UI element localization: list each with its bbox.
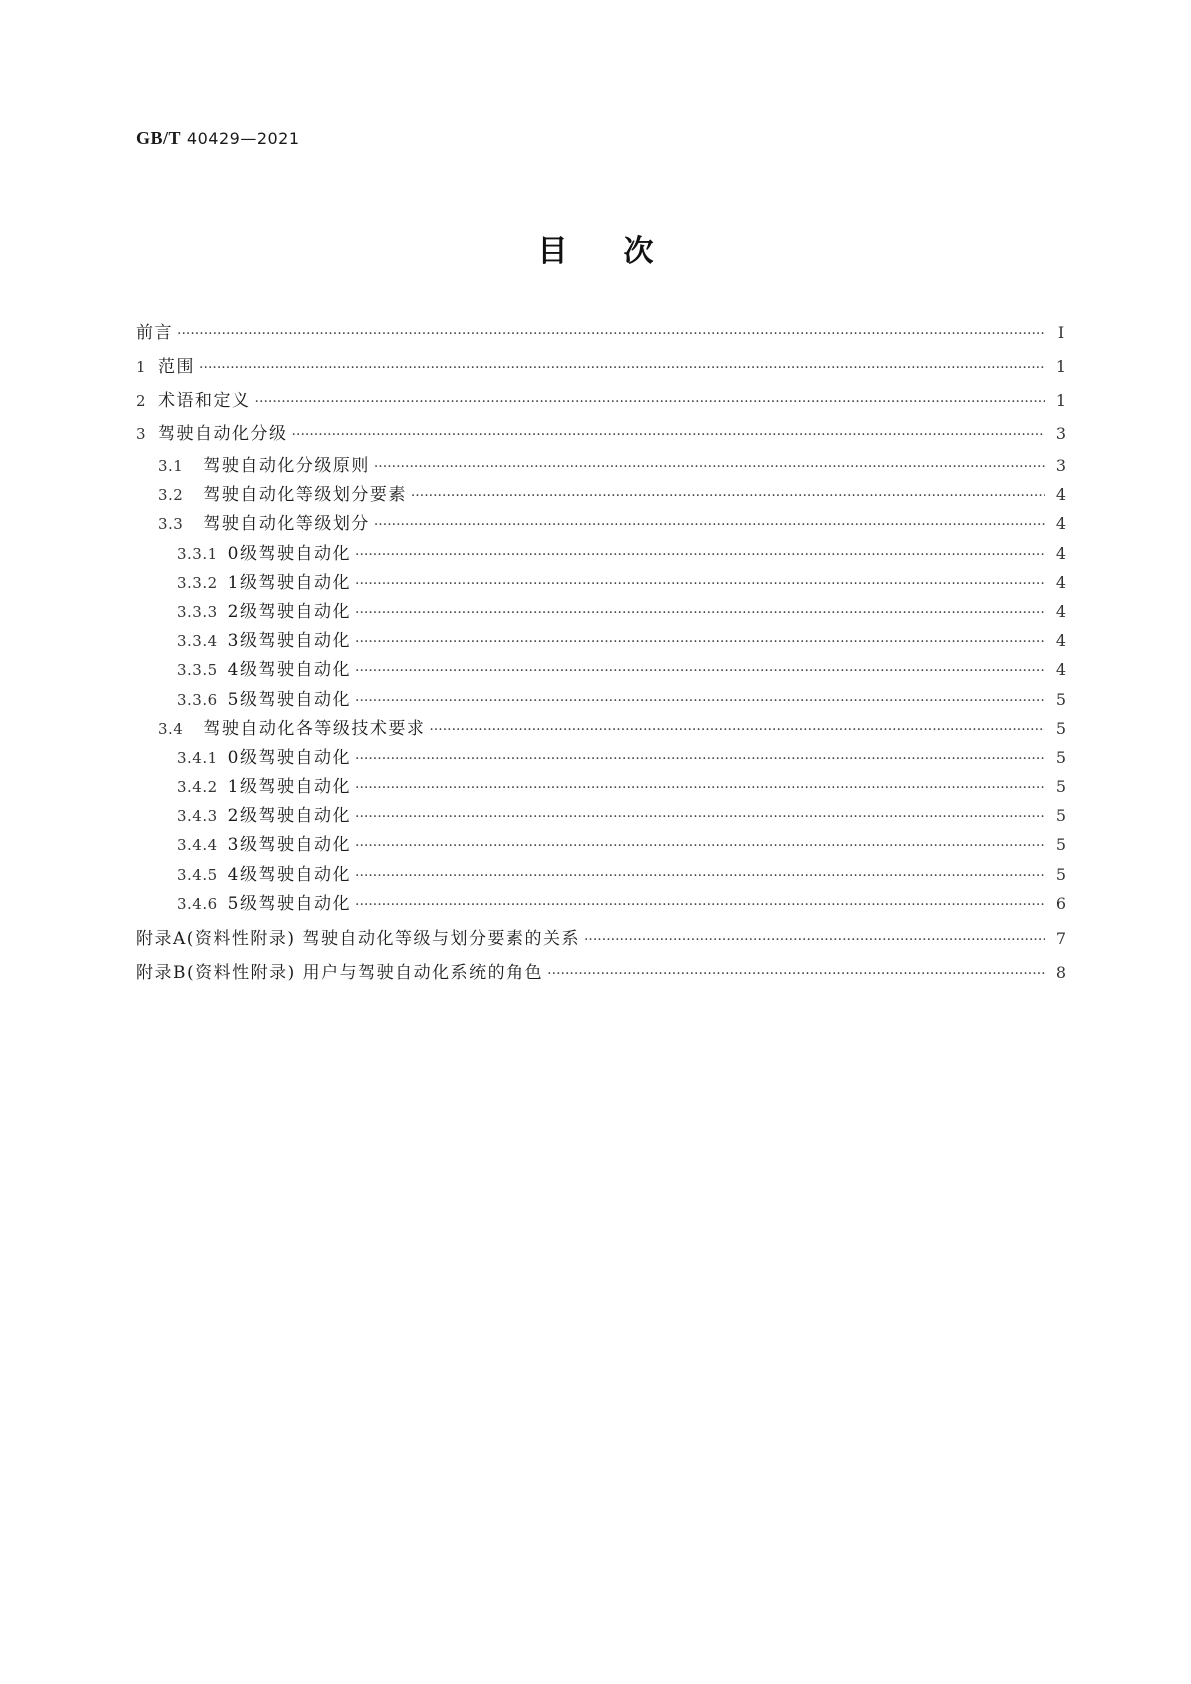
toc-dot-leader (355, 629, 1045, 655)
toc-entry-label: 术语和定义 (158, 391, 251, 411)
standard-code (136, 128, 300, 149)
toc-entry-label: 驾驶自动化各等级技术要求 (203, 719, 426, 739)
toc-entry-number: 3.3.3 (177, 603, 218, 621)
toc-entry-number: 3.3.1 (177, 545, 218, 563)
toc-dot-leader (374, 454, 1045, 480)
toc-page-number: 5 (1055, 865, 1067, 884)
toc-dot-leader (547, 961, 1045, 987)
toc-dot-leader (355, 542, 1045, 568)
toc-page-number: 6 (1055, 894, 1067, 913)
toc-entry[interactable] (0, 599, 1191, 625)
toc-page-number: 4 (1055, 544, 1067, 563)
toc-entry-label-group (0, 599, 355, 625)
toc-entry-number: 3.3 (158, 515, 184, 533)
toc-entry-number: 3.3.5 (177, 661, 218, 679)
toc-page-number: 3 (1055, 424, 1067, 443)
toc-entry-label-group (0, 421, 292, 447)
toc-page-number: 5 (1055, 690, 1067, 709)
toc-entry[interactable] (0, 482, 1191, 508)
toc-entry[interactable] (0, 862, 1191, 888)
toc-entry-number: 3.3.2 (177, 574, 218, 592)
toc-dot-leader (255, 389, 1045, 415)
toc-entry-number: 3.4.4 (177, 836, 218, 854)
toc-page-number: 4 (1055, 485, 1067, 504)
toc-entry-number: 3.4.2 (177, 778, 218, 796)
toc-dot-leader (355, 658, 1045, 684)
toc-entry-number: 2 (136, 392, 147, 410)
toc-page-number: 4 (1055, 602, 1067, 621)
toc-entry-label-group (0, 862, 355, 888)
toc-page-number: 5 (1055, 806, 1067, 825)
toc-entry-label-group (0, 388, 255, 414)
toc-entry-number: 3.4.3 (177, 807, 218, 825)
toc-entry-number: 3.1 (158, 457, 184, 475)
toc-dot-leader (355, 804, 1045, 830)
toc-page-number: 5 (1055, 748, 1067, 767)
toc-entry-label-group (0, 320, 177, 346)
toc-entry-label-group (0, 657, 355, 683)
toc-entry-number: 3.2 (158, 486, 184, 504)
toc-page-number: 4 (1055, 631, 1067, 650)
toc-entry-label: 5级驾驶自动化 (227, 690, 351, 710)
toc-page-number: 4 (1055, 573, 1067, 592)
toc-entry-number: 3.4.1 (177, 749, 218, 767)
toc-dot-leader (355, 746, 1045, 772)
toc-dot-leader (355, 833, 1045, 859)
toc-entry-label-group (0, 354, 199, 380)
toc-entry-label-group (0, 891, 355, 917)
toc-entry-label: 驾驶自动化分级 (158, 424, 288, 444)
toc-entry-number: 3.4 (158, 720, 184, 738)
toc-entry[interactable] (0, 570, 1191, 596)
toc-entry-label-group (0, 541, 355, 567)
toc-title: 目次 (537, 234, 710, 269)
toc-entry-label: 3级驾驶自动化 (227, 631, 351, 651)
toc-entry-number: 1 (136, 358, 147, 376)
toc-entry-label: 驾驶自动化等级划分要素 (203, 485, 407, 505)
toc-dot-leader (355, 892, 1045, 918)
toc-entry[interactable] (0, 541, 1191, 567)
toc-entry[interactable] (0, 354, 1191, 380)
toc-entry-number: 3.4.6 (177, 895, 218, 913)
standard-prefix: GB/T (136, 128, 182, 148)
toc-entry[interactable] (0, 453, 1191, 479)
toc-entry-label: 驾驶自动化分级原则 (203, 456, 370, 476)
toc-entry-label: 5级驾驶自动化 (227, 894, 351, 914)
toc-entry[interactable] (0, 774, 1191, 800)
toc-entry[interactable] (0, 421, 1191, 447)
toc-dot-leader (355, 571, 1045, 597)
toc-page-number: 3 (1055, 456, 1067, 475)
toc-entry[interactable] (0, 628, 1191, 654)
toc-entry-label: 0级驾驶自动化 (227, 544, 351, 564)
toc-entry-label-group (0, 482, 411, 508)
toc-entry-number: 3.3.6 (177, 691, 218, 709)
toc-entry-label: 4级驾驶自动化 (227, 660, 351, 680)
toc-entry[interactable] (0, 657, 1191, 683)
toc-dot-leader (292, 422, 1045, 448)
toc-entry[interactable] (0, 832, 1191, 858)
toc-entry-label-group (0, 511, 374, 537)
toc-entry-label: 附录A(资料性附录) 驾驶自动化等级与划分要素的关系 (136, 929, 580, 949)
toc-page-number: 5 (1055, 777, 1067, 796)
toc-entry[interactable] (0, 803, 1191, 829)
toc-entry[interactable] (0, 687, 1191, 713)
toc-page-number: 1 (1055, 357, 1067, 376)
toc-entry[interactable] (0, 511, 1191, 537)
toc-entry-label: 2级驾驶自动化 (227, 806, 351, 826)
toc-entry[interactable] (0, 891, 1191, 917)
toc-entry-label: 前言 (136, 323, 173, 343)
toc-page-number: 5 (1055, 719, 1067, 738)
toc-dot-leader (355, 863, 1045, 889)
toc-entry-label: 附录B(资料性附录) 用户与驾驶自动化系统的角色 (136, 963, 544, 983)
toc-entry-label-group (0, 960, 547, 986)
toc-entry[interactable] (0, 926, 1191, 952)
toc-entry-label: 2级驾驶自动化 (227, 602, 351, 622)
toc-dot-leader (355, 688, 1045, 714)
toc-dot-leader (177, 321, 1045, 347)
toc-entry-label-group (0, 628, 355, 654)
toc-entry-label: 4级驾驶自动化 (227, 865, 351, 885)
toc-entry-number: 3.4.5 (177, 866, 218, 884)
toc-dot-leader (374, 512, 1045, 538)
toc-entry-label: 范围 (158, 357, 196, 377)
toc-entry-label: 1级驾驶自动化 (227, 573, 351, 593)
toc-dot-leader (584, 927, 1045, 953)
toc-entry-label-group (0, 745, 355, 771)
toc-dot-leader (355, 775, 1045, 801)
toc-page-number: 4 (1055, 514, 1067, 533)
toc-dot-leader (199, 355, 1045, 381)
toc-entry-label-group (0, 926, 584, 952)
toc-entry-label-group (0, 570, 355, 596)
toc-page-number: 8 (1055, 963, 1067, 982)
toc-entry[interactable] (0, 716, 1191, 742)
standard-number: 40429—2021 (186, 129, 300, 148)
toc-entry-label-group (0, 803, 355, 829)
toc-entry[interactable] (0, 320, 1191, 346)
toc-entry-label-group (0, 774, 355, 800)
toc-entry-number: 3 (136, 425, 147, 443)
toc-entry-label-group (0, 832, 355, 858)
toc-entry-number: 3.3.4 (177, 632, 218, 650)
toc-entry-label-group (0, 453, 374, 479)
toc-entry-label-group (0, 716, 429, 742)
toc-entry-label: 0级驾驶自动化 (227, 748, 351, 768)
toc-dot-leader (355, 600, 1045, 626)
toc-entry[interactable] (0, 960, 1191, 986)
toc-entry-label: 1级驾驶自动化 (227, 777, 351, 797)
toc-page-number: 7 (1055, 929, 1067, 948)
toc-entry-label: 驾驶自动化等级划分 (203, 514, 370, 534)
toc-entry[interactable] (0, 388, 1191, 414)
toc-page-number: 4 (1055, 660, 1067, 679)
toc-page-number: 5 (1055, 835, 1067, 854)
toc-entry-label: 3级驾驶自动化 (227, 835, 351, 855)
toc-page-number: Ⅰ (1057, 323, 1065, 342)
toc-entry[interactable] (0, 745, 1191, 771)
toc-page-number: 1 (1055, 391, 1067, 410)
toc-entry-label-group (0, 687, 355, 713)
toc-dot-leader (429, 717, 1045, 743)
toc-dot-leader (411, 483, 1045, 509)
